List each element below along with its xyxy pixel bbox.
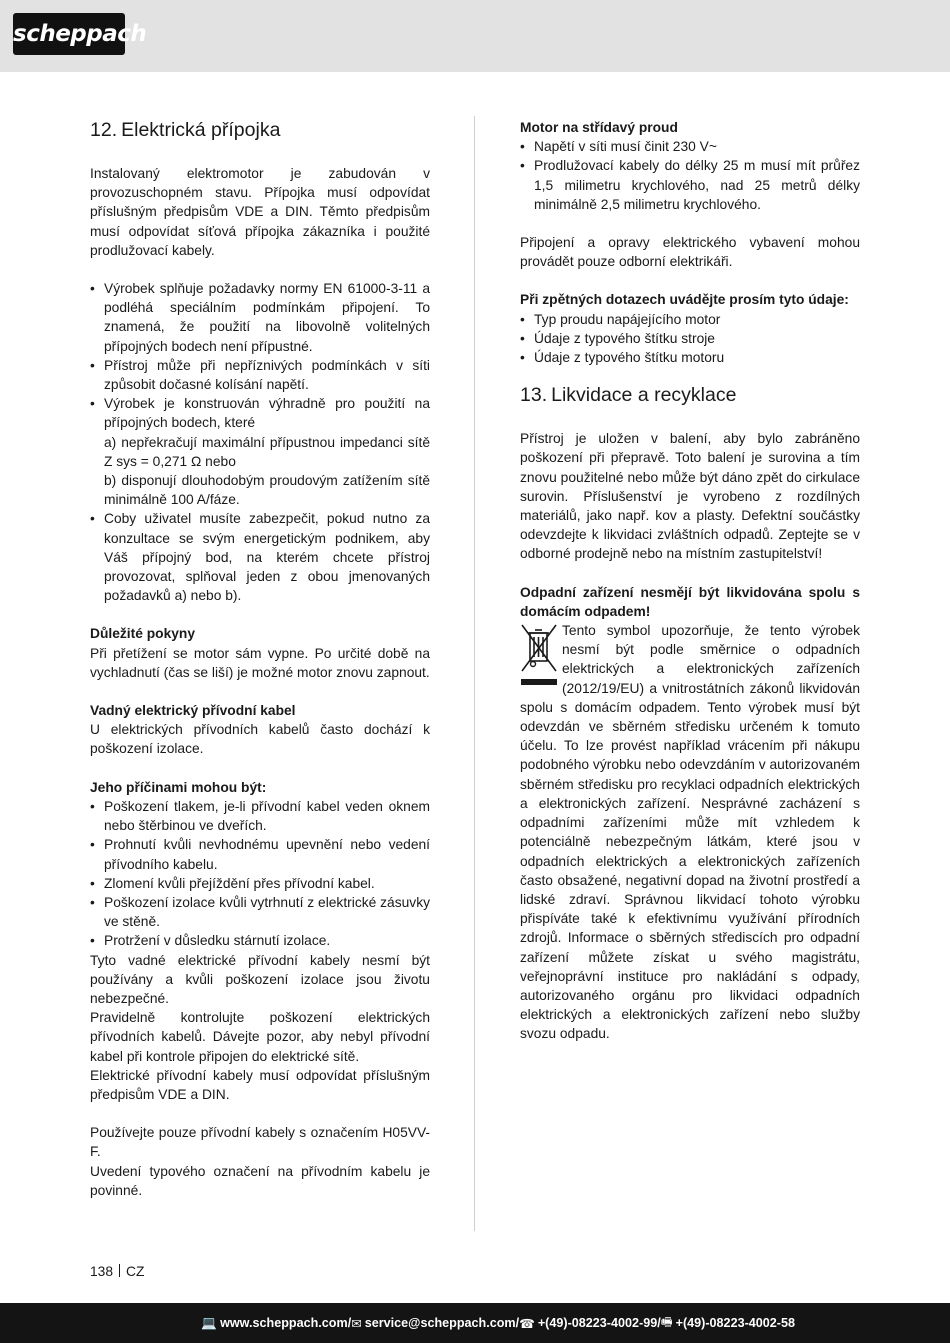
paragraph: Tyto vadné elektrické přívodní kabely nesmí být používány a kvůli poškození izolace jsou životu nebezpečné. (90, 952, 430, 1006)
causes-title: Jeho příčinami mohou být: (90, 779, 267, 795)
ac-motor-title: Motor na střídavý proud (520, 120, 678, 135)
queries-list (520, 310, 860, 368)
footer-fax: +(49)-08223-4002-58 (675, 1316, 795, 1330)
paragraph: Uvedení typového označení na přívodním kabelu je povinné. (90, 1163, 430, 1198)
page-footer (0, 1303, 950, 1343)
waste-block (520, 621, 860, 1043)
list-item: • Údaje z typového štítku motoru (520, 348, 860, 367)
footer-web[interactable]: www.scheppach.com (220, 1316, 348, 1330)
repair-text: Připojení a opravy elektrického vybavení mohou provádět pouze odborní elektrikáři. (520, 235, 860, 270)
fax-icon: 🖷 (660, 1314, 673, 1329)
page-number: 138 CZ (90, 1264, 145, 1279)
waste-title: Odpadní zařízení nesmějí být likvidována spolu s domácím odpadem! (520, 584, 860, 619)
list-item: • Zlomení kvůli přejíždění přes přívodní kabel. (90, 874, 430, 893)
footer-separator: / (515, 1316, 520, 1330)
list-item: • Poškození izolace kvůli vytrhnutí z elektrické zásuvky ve stěně. (90, 893, 430, 931)
list-item: • Napětí v síti musí činit 230 V~ (520, 137, 860, 156)
waste-text: Tento symbol upozorňuje, že tento výrobek nesmí být podle směrnice o odpadních elektrických a elektronických zařízeních (2012/19/EU) a vnitrostátních zákonů likvidován spolu s domácím odpadem. Tento výrobek musí být odevzdán ve sběrném středisku určeném k tomuto účelu. To lze provést například vrácením při nákupu podobného výrobku nebo odevzdáním v autorizovaném sběrném středisku pro recyklaci odpadních elektrických a elektronických zařízení. Nesprávné zacházení s odpadními zařízeními může mít vzhledem k potenciálně nebezpečným látkám, které jsou v odpadních elektrických a elektronických zařízeních často obsažené, negativní dopad na životní prostředí a lidské zdraví. Správnou likvidací tohoto výrobku přispíváte také k efektivnímu využívání přírodních zdrojů. Informace o sběrných střediscích pro odpadní zařízení můžete získat u svého magistrátu, veřejnoprávní instituce pro nakládání s odpady, autorizovaného orgánu pro likvidaci odpadních elektrických a elektronických zařízení nebo služby svozu odpadu. (520, 623, 860, 1042)
queries-title: Při zpětných dotazech uvádějte prosím tyto údaje: (520, 292, 849, 308)
paragraph: Elektrické přívodní kabely musí odpovídat příslušným předpisům VDE a DIN. (90, 1067, 430, 1102)
list-item: • Protržení v důsledku stárnutí izolace. (90, 931, 430, 950)
footer-email[interactable]: service@scheppach.com (364, 1316, 516, 1330)
list-item: • Coby uživatel musíte zabezpečit, pokud nutno za konzultace se svým energetickým podnikem, aby Váš přípojný bod, na kterém chcete přístroj provozovat, splňoval jeden z obou jmenovaných požadavků a) nebo b). (90, 509, 430, 605)
column-divider (474, 116, 475, 1231)
left-column (90, 118, 430, 1200)
important-text: Při přetížení se motor sám vypne. Po určité době na vychladnutí (čas se liší) je možné motor znovu zapnout. (90, 645, 430, 680)
envelope-icon: ✉ (351, 1316, 362, 1331)
crossed-out-wheelie-bin-icon (520, 623, 558, 689)
causes-list (90, 797, 430, 951)
defect-text: U elektrických přívodních kabelů často dochází k poškození izolace. (90, 722, 430, 757)
paragraph: Pravidelně kontrolujte poškození elektrických přívodních kabelů. Dávejte pozor, aby nebyl přívodní kabel při kontrole připojen do elektrické sítě. (90, 1010, 430, 1064)
list-item: • Výrobek je konstruován výhradně pro použití na přípojných bodech, které a) nepřekračují maximální přípustnou impedanci sítě Z sys = 0,271 Ω nebo b) disponují dlouhodobým proudovým zatížením sítě minimálně 100 A/fáze. (90, 394, 430, 509)
defect-title: Vadný elektrický přívodní kabel (90, 703, 296, 719)
footer-separator: / (347, 1316, 352, 1330)
footer-phone[interactable]: +(49)-08223-4002-99 (537, 1316, 658, 1330)
list-item: • Prohnutí kvůli nevhodnému upevnění nebo vedení přívodního kabelu. (90, 835, 430, 873)
footer-separator: / (657, 1316, 661, 1330)
requirements-list (90, 279, 430, 605)
laptop-icon: 💻 (201, 1315, 218, 1330)
important-title: Důležité pokyny (90, 626, 196, 642)
paragraph: Používejte pouze přívodní kabely s označením H05VV-F. (90, 1125, 430, 1160)
section-heading-electrical: 12. Elektrická přípojka (90, 119, 281, 141)
list-item: • Přístroj může při nepříznivých podmínkách v síti způsobit dočasné kolísání napětí. (90, 356, 430, 394)
scheppach-logo: scheppach (13, 13, 125, 55)
disposal-text: Přístroj je uložen v balení, aby bylo zabráněno poškození při přepravě. Toto balení je surovina a tím znovu použitelné nebo může být dáno zpět do cirkulace surovin. Příslušenství je vyrobeno z rozdílných materiálů, jako např. kov a plasty. Defektní součástky odevzdejte k likvidaci zvláštních odpadů. Zeptejte se v odborné prodejně nebo na místním zastupitelství! (520, 431, 860, 562)
list-item: • Údaje z typového štítku stroje (520, 329, 860, 348)
list-item: • Prodlužovací kabely do délky 25 m musí mít průřez 1,5 milimetru krychlového, nad 25 metrů délky minimálně 2,5 milimetru krychlového. (520, 156, 860, 214)
page-header (0, 0, 950, 72)
list-item: • Typ proudu napájejícího motor (520, 310, 860, 329)
right-column (520, 118, 860, 1044)
list-item: • Poškození tlakem, je-li přívodní kabel veden oknem nebo štěrbinou ve dveřích. (90, 797, 430, 835)
intro-paragraph: Instalovaný elektromotor je zabudován v provozuschopném stavu. Přípojka musí odpovídat příslušným předpisům VDE a DIN. Těmto předpisům musí odpovídat síťová přípojka zákazníka i použité prodlužovací kabely. (90, 166, 430, 258)
telephone-icon: ☎ (519, 1316, 535, 1331)
section-heading-disposal: 13. Likvidace a recyklace (520, 384, 737, 407)
ac-motor-list (520, 137, 860, 214)
list-item: • Výrobek splňuje požadavky normy EN 61000-3-11 a podléhá speciálním podmínkám připojení. To znamená, že použití na libovolně volitelných přípojných bodech není přípustné. (90, 279, 430, 356)
